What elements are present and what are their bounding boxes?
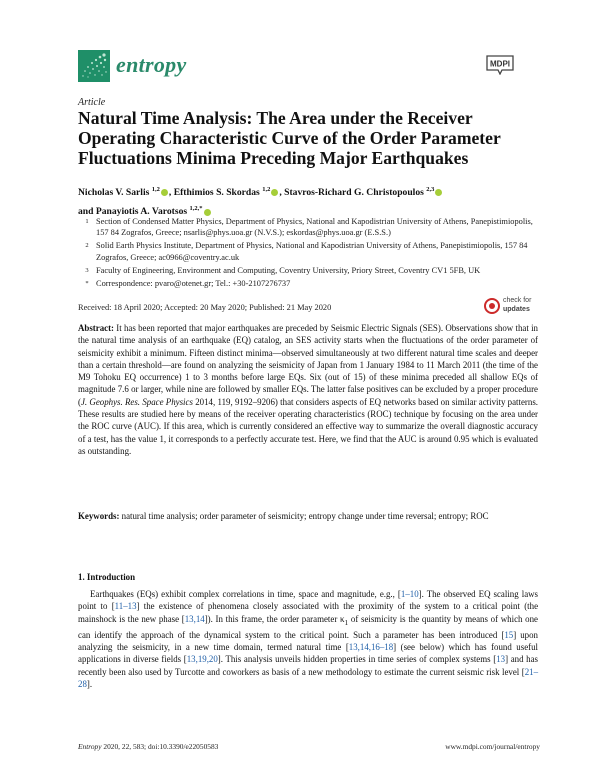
article-type: Article: [78, 97, 106, 108]
author-name[interactable]: Efthimios S. Skordas: [173, 187, 260, 199]
intro-text: ] upon analyzing the seismicity, in a new time domain, termed natural time [: [78, 629, 538, 652]
intro-text: ]. The observed EQ scaling laws point to [: [78, 589, 538, 612]
author-affiliation-marker: 1,2: [262, 186, 271, 193]
affiliation-number: 3: [85, 266, 89, 274]
abstract-label: Abstract:: [78, 323, 114, 333]
mdpi-logo-text: MDPI: [490, 59, 510, 69]
orcid-icon[interactable]: [435, 189, 442, 196]
author-separator: ,: [168, 187, 174, 199]
intro-text: ] the existence of phenomena closely associated with the proximity of the system to a critical point (the mainshock is the new phase [: [78, 601, 539, 624]
orcid-icon[interactable]: [161, 189, 168, 196]
orcid-icon[interactable]: [271, 189, 278, 196]
subscript: 1: [344, 617, 349, 627]
footer-doi: 2020, 22, 583; doi:10.3390/e22050583: [101, 742, 219, 751]
intro-text: of seismicity is the quantity by means of which one can identify the approach of the dynamical system to the critical point. Such a parameter has been introduced [: [78, 613, 538, 640]
check-for-updates-button[interactable]: [484, 296, 536, 316]
citation-link[interactable]: 13: [496, 654, 506, 665]
citation-link[interactable]: 13,14: [184, 613, 205, 624]
abstract-text-1: It has been reported that major earthquakes are preceded by Seismic Electric Signals (SES). Observations show that in the natural time analysis of an earthquake (EQ) catalog, an SES activity starts when the fluctuations of the order parameter of seismicity exhibit a minimum. Fifteen distinct minima—observed simultaneously at two different natural time scales and deeper than a certain threshold—are found on analyzing the seismicity of Japan from 1 January 1984 to 11 March 2011 (the time of the M9 Tohoku EQ occurrence) 1 to 3 months before large EQs. Six (out of 15) of these minima preceded all shallow EQs of magnitude 7.6 or larger, while nine are followed by smaller EQs. The latter false positives can be excluded by a proper procedure (: [78, 323, 538, 407]
paper-title: Natural Time Analysis: The Area under the Receiver Operating Characteristic Curve of the Order Parameter Fluctuations Minima Preceding Major Earthquakes: [78, 108, 501, 168]
updates-icon: [484, 298, 500, 314]
affiliation-number: 2: [85, 242, 89, 250]
citation-link[interactable]: 1–10: [400, 589, 419, 599]
intro-text: ] (see below) which has found useful applications in diverse fields [: [78, 641, 538, 665]
updates-line2: updates: [503, 305, 530, 313]
check-for-updates-label: [503, 297, 531, 314]
correspondence-text: Correspondence: pvaro@otenet.gr; Tel.: +30-2107276737: [96, 278, 291, 288]
footer-url[interactable]: www.mdpi.com/journal/entropy: [445, 742, 540, 751]
publication-dates: Received: 18 April 2020; Accepted: 20 May 2020; Published: 21 May 2020: [78, 303, 332, 312]
mdpi-logo-icon: [484, 53, 516, 75]
affiliation-number: *: [85, 279, 89, 287]
correspondence-item: [78, 278, 538, 289]
intro-text: ] and has recently been also used by Turcotte and coworkers as basis of a new methodology to estimate the current seismic risk level [: [78, 654, 538, 677]
intro-text: ]). In this frame, the order parameter κ: [204, 613, 345, 624]
citation-link[interactable]: 13,19,20: [186, 654, 218, 665]
author-separator: ,: [279, 187, 285, 199]
affiliation-text: Section of Condensed Matter Physics, Department of Physics, National and Kapodistrian University of Athens, Panepistimiopolis, 157 84 Zografos, Greece; nsarlis@phys.uoa.gr (N.V.S.); eskordas@phys.uoa.gr (E.S.S.): [96, 217, 533, 238]
author-list: [78, 182, 538, 220]
affiliation-item: [78, 216, 538, 239]
affiliation-text: Solid Earth Physics Institute, Department of Physics, National and Kapodistrian University of Athens, Panepistimiopolis, 157 84 Zografos, Greece; ac0966@coventry.ac.uk: [96, 241, 528, 262]
introduction-paragraph: [78, 588, 538, 690]
footer-journal: Entropy: [78, 742, 102, 751]
affiliation-list: [78, 216, 538, 290]
abstract: [78, 322, 538, 457]
author-affiliation-marker: 1,2: [151, 186, 160, 193]
keywords: [78, 510, 538, 522]
author-name[interactable]: Stavros-Richard G. Christopoulos: [284, 187, 424, 199]
affiliation-item: [78, 240, 538, 263]
affiliation-text: Faculty of Engineering, Environment and Computing, Coventry University, Priory Street, Coventry CV1 5FB, UK: [96, 265, 481, 275]
affiliation-item: [78, 265, 538, 276]
affiliation-number: 1: [85, 218, 89, 225]
citation-link[interactable]: 21–28: [78, 666, 538, 689]
intro-text: ]. This analysis unveils hidden properties in time series of complex systems [: [217, 654, 497, 665]
author-name[interactable]: Nicholas V. Sarlis: [78, 187, 150, 199]
footer-citation: [78, 742, 218, 751]
keywords-label: Keywords:: [78, 511, 120, 521]
citation-link[interactable]: 11–13: [114, 601, 137, 612]
abstract-text-2: 2014, 119, 9192–9206) that considers aspects of EQ networks based on similar activity patterns. These results are studied here by means of the receiver operating characteristics (ROC) technique by focusing on the area under the ROC curve (AUC). If this area, which is currently considered an effective way to summarize the overall diagnostic accuracy of a test, has the value 1, it corresponds to a perfectly accurate test. Here, we find that the AUC is around 0.95 which is evaluated as outstanding.: [78, 396, 538, 456]
keywords-text: natural time analysis; order parameter of seismicity; entropy change under time reversal; entropy; ROC: [121, 511, 489, 521]
updates-line1: check for: [503, 297, 532, 304]
journal-name: entropy: [116, 52, 187, 77]
abstract-citation-journal: J. Geophys. Res. Space Physics: [80, 396, 193, 407]
citation-link[interactable]: 13,14,16–18: [348, 641, 394, 652]
section-heading: 1. Introduction: [78, 572, 136, 582]
citation-link[interactable]: 15: [504, 629, 514, 640]
orcid-icon[interactable]: [204, 209, 211, 216]
intro-text: Earthquakes (EQs) exhibit complex correlations in time, space and magnitude, e.g., [: [90, 589, 401, 599]
author-affiliation-marker: 2,3: [426, 186, 435, 193]
intro-text: ].: [86, 678, 93, 689]
author-affiliation-marker: 1,2,*: [189, 205, 203, 213]
entropy-logo-icon: [78, 50, 110, 82]
author-name[interactable]: and Panayiotis A. Varotsos: [78, 206, 188, 218]
